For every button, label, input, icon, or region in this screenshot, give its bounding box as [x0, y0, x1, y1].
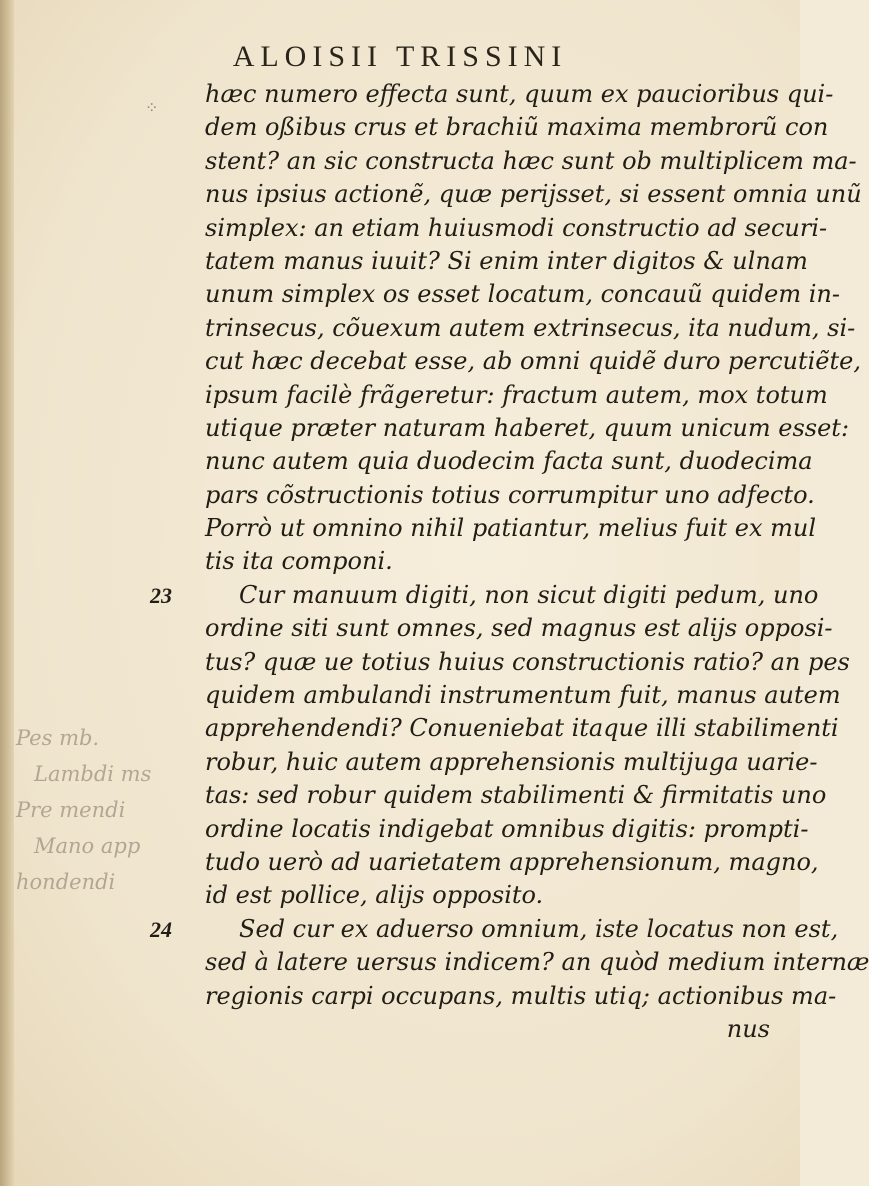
text-line: apprehendendi? Conueniebat itaque illi stabilimenti — [205, 714, 839, 743]
text-line: dem oßibus crus et brachiũ maxima membrorũ con — [205, 113, 829, 142]
text-line: ordine locatis indigebat omnibus digitis: prompti- — [205, 814, 809, 843]
text-line: tudo uerò ad uarietatem apprehensionum, magno, — [205, 847, 819, 876]
section-number: 23 — [150, 583, 172, 608]
text-line: cut hæc decebat esse, ab omni quidẽ duro percutiẽte, — [205, 347, 861, 376]
text-line: robur, huic autem apprehensionis multijuga uarie- — [205, 747, 818, 776]
text-line: sed à latere uersus indicem? an quòd medium internæ — [205, 948, 869, 977]
section-number: 24 — [150, 917, 172, 942]
text-line: unum simplex os esset locatum, concauũ quidem in- — [205, 280, 840, 309]
text-line: ordine siti sunt omnes, sed magnus est alijs opposi- — [205, 614, 833, 643]
text-line: ipsum facilè frãgeretur: fractum autem, mox totum — [205, 380, 828, 409]
text-line: tis ita componi. — [205, 547, 393, 576]
text-line: hæc numero effecta sunt, quum ex paucioribus qui- — [205, 80, 834, 108]
handwritten-marginalia — [16, 720, 201, 900]
page-gutter — [0, 0, 14, 1186]
marginal-note: Pes mb. — [16, 726, 100, 750]
marginal-note: hondendi — [16, 870, 116, 894]
main-text — [205, 78, 869, 1046]
text-line: quidem ambulandi instrumentum fuit, manus autem — [205, 681, 841, 710]
marginal-note: Pre mendi — [16, 798, 126, 822]
text-line: id est pollice, alijs opposito. — [205, 881, 544, 910]
text-line: Cur manuum digiti, non sicut digiti pedum, uno — [239, 580, 819, 609]
text-line: tus? quæ ue totius huius constructionis ratio? an pes — [205, 647, 850, 676]
text-line: tatem manus iuuit? Si enim inter digitos & ulnam — [205, 246, 808, 275]
text-line: Sed cur ex aduerso omnium, iste locatus non est, — [239, 914, 839, 943]
marginal-note: Lambdi ms — [34, 762, 152, 786]
text-line: simplex: an etiam huiusmodi constructio ad securi- — [205, 213, 828, 242]
margin-mark: ⁘ — [145, 98, 159, 117]
text-line: trinsecus, cõuexum autem extrinsecus, ita nudum, si- — [205, 313, 856, 342]
marginal-note: Mano app — [34, 834, 141, 858]
text-line: Porrò ut omnino nihil patiantur, melius fuit ex mul — [205, 514, 817, 543]
text-line: nus — [726, 1014, 770, 1043]
text-line: nus ipsius actionẽ, quæ perijsset, si essent omnia unũ — [205, 180, 862, 209]
text-line: utique præter naturam haberet, quum unicum esset: — [205, 413, 850, 442]
text-line: stent? an sic constructa hæc sunt ob multiplicem ma- — [205, 146, 857, 175]
text-line: pars cõstructionis totius corrumpitur uno adfecto. — [205, 480, 815, 509]
text-line: nunc autem quia duodecim facta sunt, duodecima — [205, 447, 813, 476]
running-head: ALOISII TRISSINI — [232, 40, 568, 73]
text-line: regionis carpi occupans, multis utiq; actionibus ma- — [205, 981, 837, 1010]
text-line: tas: sed robur quidem stabilimenti & firmitatis uno — [205, 781, 827, 810]
